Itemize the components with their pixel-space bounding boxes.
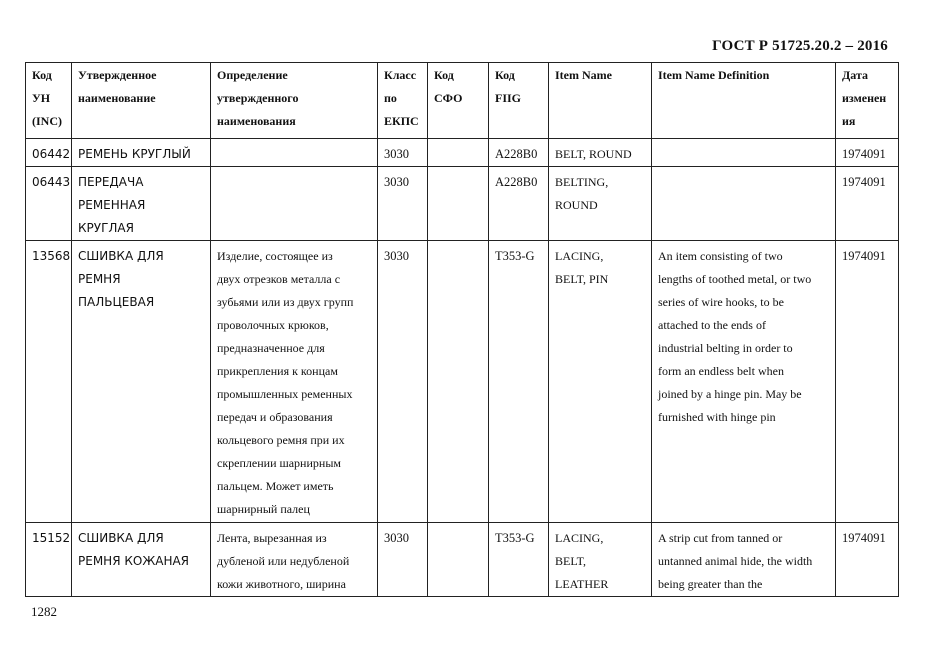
cell-definition: Изделие, состоящее из двух отрезков металла с зубьями или из двух групп проволочных крюков, предназначенное для прикрепления к концам промышленных ременных передач и образования кольцевого ремня при их скреплении шарнирным пальцем. Может иметь шарнирный палец (211, 241, 378, 523)
cell-item-definition (652, 139, 836, 167)
cell-date: 1974091 (836, 241, 899, 523)
col-header-definition: Определение утвержденного наименования (211, 63, 378, 139)
document-code: ГОСТ Р 51725.20.2 – 2016 (712, 38, 888, 54)
table-row (26, 241, 899, 523)
col-header-sfo: Код СФО (428, 63, 489, 139)
cell-fiig: T353-G (489, 523, 549, 597)
cell-approved-name: РЕМЕНЬ КРУГЛЫЙ (72, 139, 211, 167)
cell-class: 3030 (378, 241, 428, 523)
cell-item-definition: A strip cut from tanned or untanned animal hide, the width being greater than the (652, 523, 836, 597)
cell-definition: Лента, вырезанная из дубленой или недубленой кожи животного, ширина (211, 523, 378, 597)
col-header-class: Класс по ЕКПС (378, 63, 428, 139)
cell-fiig: A228B0 (489, 167, 549, 241)
table-row (26, 167, 899, 241)
cell-class: 3030 (378, 167, 428, 241)
cell-class: 3030 (378, 139, 428, 167)
cell-date: 1974091 (836, 139, 899, 167)
cell-sfo (428, 167, 489, 241)
cell-definition (211, 139, 378, 167)
cell-inc: 15152 (26, 523, 72, 597)
cell-approved-name: СШИВКА ДЛЯ РЕМНЯ КОЖАНАЯ (72, 523, 211, 597)
nomenclature-table (25, 62, 899, 597)
cell-sfo (428, 241, 489, 523)
cell-fiig: A228B0 (489, 139, 549, 167)
cell-date: 1974091 (836, 167, 899, 241)
cell-sfo (428, 523, 489, 597)
cell-class: 3030 (378, 523, 428, 597)
cell-item-definition (652, 167, 836, 241)
table-header-row (26, 63, 899, 139)
col-header-approved-name: Утвержденное наименование (72, 63, 211, 139)
cell-approved-name: СШИВКА ДЛЯ РЕМНЯ ПАЛЬЦЕВАЯ (72, 241, 211, 523)
page-number: 1282 (31, 604, 57, 619)
table-row (26, 523, 899, 597)
cell-item-name: BELTING, ROUND (549, 167, 652, 241)
col-header-item-name: Item Name (549, 63, 652, 139)
cell-inc: 13568 (26, 241, 72, 523)
cell-definition (211, 167, 378, 241)
col-header-date: Дата изменен ия (836, 63, 899, 139)
cell-sfo (428, 139, 489, 167)
cell-fiig: T353-G (489, 241, 549, 523)
cell-inc: 06442 (26, 139, 72, 167)
cell-item-name: BELT, ROUND (549, 139, 652, 167)
cell-inc: 06443 (26, 167, 72, 241)
cell-date: 1974091 (836, 523, 899, 597)
col-header-fiig: Код FIIG (489, 63, 549, 139)
col-header-inc: Код УН (INC) (26, 63, 72, 139)
cell-item-name: LACING, BELT, LEATHER (549, 523, 652, 597)
cell-approved-name: ПЕРЕДАЧА РЕМЕННАЯ КРУГЛАЯ (72, 167, 211, 241)
table-row (26, 139, 899, 167)
cell-item-definition: An item consisting of two lengths of toothed metal, or two series of wire hooks, to be attached to the ends of industrial belting in order to form an endless belt when joined by a hinge pin. May be furnished with hinge pin (652, 241, 836, 523)
cell-item-name: LACING, BELT, PIN (549, 241, 652, 523)
col-header-item-definition: Item Name Definition (652, 63, 836, 139)
